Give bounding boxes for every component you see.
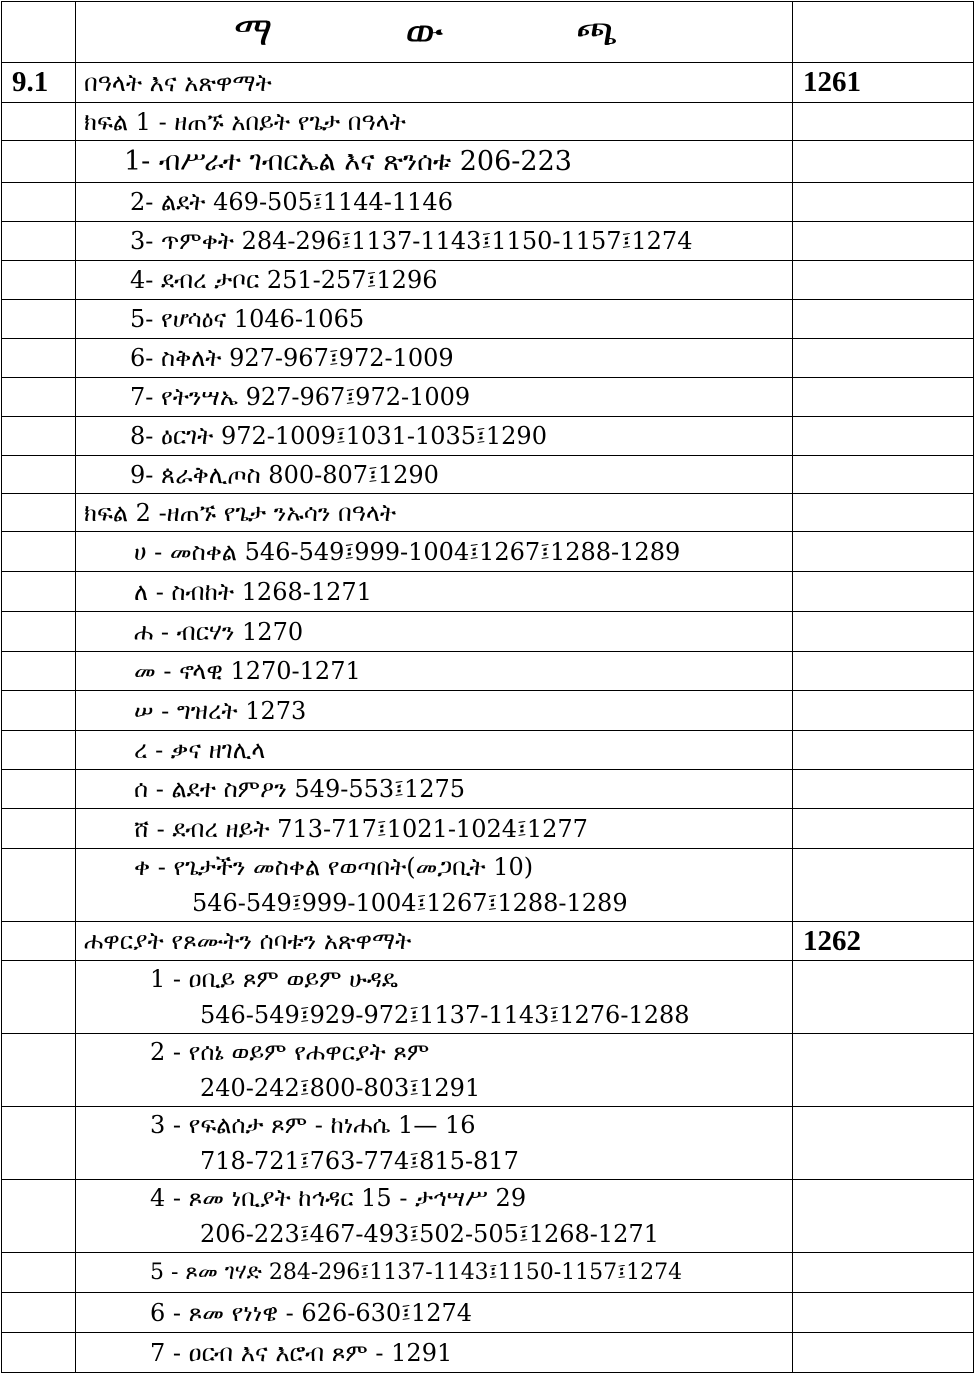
list-item: 4- ደብረ ታቦር 251-257፤1296 bbox=[76, 261, 793, 300]
table-row bbox=[2, 691, 974, 731]
list-item-title: 3 - የፍልሰታ ጾም - ከነሐሴ 1— 16 bbox=[150, 1111, 476, 1139]
list-item bbox=[76, 961, 793, 1034]
table-row bbox=[2, 141, 974, 183]
table-row bbox=[2, 1034, 974, 1107]
table-row bbox=[2, 572, 974, 612]
part-heading: ክፍል 1 - ዘጠኙ አበይት የጌታ በዓላት bbox=[76, 103, 793, 141]
table-row bbox=[2, 222, 974, 261]
list-item-pages: 206-223፤467-493፤502-505፤1268-1271 bbox=[200, 1220, 659, 1248]
list-item: ሠ - ግዝረት 1273 bbox=[76, 691, 793, 731]
table-row bbox=[2, 612, 974, 652]
list-item-title: 2 - የሰኔ ወይም የሐዋርያት ጾም bbox=[150, 1038, 430, 1066]
table-row bbox=[2, 1180, 974, 1253]
table-row bbox=[2, 494, 974, 532]
list-item: 3- ጥምቀት 284-296፤1137-1143፤1150-1157፤1274 bbox=[76, 222, 793, 261]
table-row bbox=[2, 532, 974, 572]
section-number: 9.1 bbox=[2, 63, 76, 103]
list-item: ሐ - ብርሃን 1270 bbox=[76, 612, 793, 652]
table-row bbox=[2, 809, 974, 849]
table-row bbox=[2, 922, 974, 961]
list-item bbox=[76, 1034, 793, 1107]
list-item: 7- የትንሣኤ 927-967፤972-1009 bbox=[76, 378, 793, 417]
list-item-title: 4 - ጾመ ነቢያት ከኅዳር 15 - ታኅሣሥ 29 bbox=[150, 1184, 527, 1212]
list-item bbox=[76, 849, 793, 922]
table-row bbox=[2, 1333, 974, 1373]
list-item: 5- የሆሳዕና 1046-1065 bbox=[76, 300, 793, 339]
part-heading: ክፍል 2 -ዘጠኙ የጌታ ንኡሳን በዓላት bbox=[76, 494, 793, 532]
list-item: 7 - ዐርብ እና እሮብ ጾም - 1291 bbox=[76, 1333, 793, 1373]
list-item: ረ - ቃና ዘገሊላ bbox=[76, 731, 793, 770]
heading-row bbox=[2, 2, 974, 63]
section-title: በዓላት እና አጽዋማት bbox=[76, 63, 793, 103]
list-item bbox=[76, 1107, 793, 1180]
table-row bbox=[2, 183, 974, 222]
list-item-title: ቀ - የጌታችን መስቀል የወጣበት(መጋቢት 10) bbox=[134, 853, 534, 881]
part-heading: ሐዋርያት የጾሙትን ሰባቱን አጽዋማት bbox=[76, 922, 793, 961]
table-row bbox=[2, 1293, 974, 1333]
table-row bbox=[2, 103, 974, 141]
table-row bbox=[2, 417, 974, 456]
table-row bbox=[2, 849, 974, 922]
table-row bbox=[2, 731, 974, 770]
list-item: 6- ስቅለት 927-967፤972-1009 bbox=[76, 339, 793, 378]
table-row bbox=[2, 378, 974, 417]
table-row bbox=[2, 339, 974, 378]
page-title: ማ ው ጫ bbox=[76, 2, 793, 63]
list-item: ሀ - መስቀል 546-549፤999-1004፤1267፤1288-1289 bbox=[76, 532, 793, 572]
list-item: 8- ዕርገት 972-1009፤1031-1035፤1290 bbox=[76, 417, 793, 456]
list-item: ለ - ስብከት 1268-1271 bbox=[76, 572, 793, 612]
table-row bbox=[2, 1253, 974, 1293]
page-number: 1262 bbox=[793, 922, 974, 961]
list-item bbox=[76, 1180, 793, 1253]
list-item: ሰ - ልደተ ስምዖን 549-553፤1275 bbox=[76, 770, 793, 809]
table-row bbox=[2, 1107, 974, 1180]
table-row bbox=[2, 961, 974, 1034]
list-item-pages: 546-549፤999-1004፤1267፤1288-1289 bbox=[192, 889, 628, 917]
table-row bbox=[2, 652, 974, 691]
table-row bbox=[2, 300, 974, 339]
table-row bbox=[2, 456, 974, 494]
list-item: 9- ጰራቅሊጦስ 800-807፤1290 bbox=[76, 456, 793, 494]
index-table bbox=[1, 1, 974, 1373]
list-item: 5 - ጾመ ገሃድ 284-296፤1137-1143፤1150-1157፤1274 bbox=[76, 1253, 793, 1293]
list-item: 6 - ጾመ የነነዌ - 626-630፤1274 bbox=[76, 1293, 793, 1333]
table-row bbox=[2, 63, 974, 103]
list-item-pages: 718-721፤763-774፤815-817 bbox=[200, 1147, 519, 1175]
list-item-pages: 240-242፤800-803፤1291 bbox=[200, 1074, 481, 1102]
table-row bbox=[2, 770, 974, 809]
list-item: 2- ልደት 469-505፤1144-1146 bbox=[76, 183, 793, 222]
page-number: 1261 bbox=[793, 63, 974, 103]
list-item: መ - ኖላዊ 1270-1271 bbox=[76, 652, 793, 691]
list-item: ሸ - ደብረ ዘይት 713-717፤1021-1024፤1277 bbox=[76, 809, 793, 849]
list-item-title: 1 - ዐቢይ ጾም ወይም ሁዳዴ bbox=[150, 965, 398, 993]
table-row bbox=[2, 261, 974, 300]
list-item-pages: 546-549፤929-972፤1137-1143፤1276-1288 bbox=[200, 1001, 690, 1029]
list-item: 1- ብሥራተ ገብርኤል እና ጽንሰቱ 206-223 bbox=[76, 141, 793, 183]
